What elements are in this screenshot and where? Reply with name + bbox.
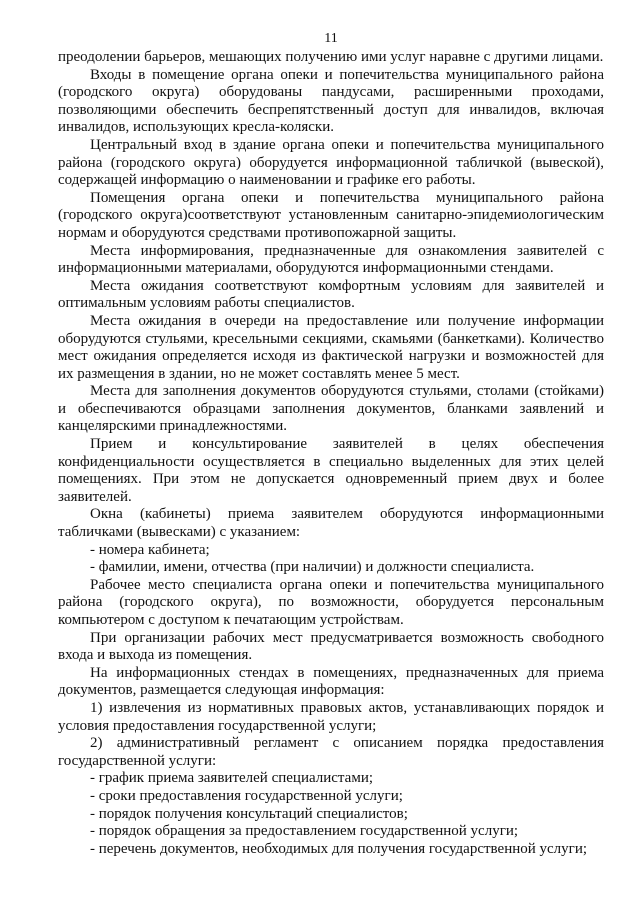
numbered-item: 1) извлечения из нормативных правовых актов, устанавливающих порядок и условия предоставления государственной услуги; (58, 699, 604, 734)
list-item: - фамилии, имени, отчества (при наличии) и должности специалиста. (90, 559, 535, 576)
list-item: - перечень документов, необходимых для получения государственной услуги; (90, 840, 588, 857)
list-item: - график приема заявителей специалистами; (90, 770, 374, 787)
page-number: 11 (324, 31, 338, 46)
list-item: - порядок получения консультаций специалистов; (90, 805, 408, 822)
paragraph: Места для заполнения документов оборудуются стульями, столами (стойками) и обеспечиваются образцами заполнения документов, бланками заявлений и канцелярскими принадлежностями. (58, 383, 604, 435)
paragraph: Места информирования, предназначенные для ознакомления заявителей с информационными материалами, оборудуются информационными стендами. (58, 242, 604, 277)
list-item: - сроки предоставления государственной услуги; (90, 787, 403, 804)
paragraph: Окна (кабинеты) приема заявителем оборудуются информационными табличками (вывесками) с указанием: (58, 506, 604, 541)
list-item: - порядок обращения за предоставлением государственной услуги; (90, 823, 519, 840)
paragraph: преодолении барьеров, мешающих получению ими услуг наравне с другими лицами. (58, 49, 604, 65)
paragraph: Места ожидания в очереди на предоставление или получение информации оборудуются стульями, кресельными секциями, скамьями (банкетками). Количество мест ожидания определяется исходя из фактической нагрузки и возможностей для их размещения в здании, но не может составлять менее 5 мест. (58, 312, 604, 382)
paragraph: Рабочее место специалиста органа опеки и попечительства муниципального района (городского округа), по возможности, оборудуется персональным компьютером с доступом к печатающим устройствам. (58, 576, 604, 628)
paragraph: При организации рабочих мест предусматривается возможность свободного входа и выхода из помещения. (58, 629, 604, 664)
list-item: - номера кабинета; (90, 541, 210, 558)
paragraph: Входы в помещение органа опеки и попечительства муниципального района (городского округа) оборудованы пандусами, расширенными проходами, позволяющими обеспечить беспрепятственный доступ для инвалидов, включая инвалидов, использующих кресла-коляски. (58, 66, 604, 136)
paragraph: На информационных стендах в помещениях, предназначенных для приема документов, размещается следующая информация: (58, 664, 604, 699)
paragraph: Прием и консультирование заявителей в целях обеспечения конфиденциальности осуществляется в специально выделенных для этих целей помещениях. При этом не допускается одновременный прием двух и более заявителей. (58, 436, 604, 505)
paragraph: Помещения органа опеки и попечительства муниципального района (городского округа)соответствуют установленным санитарно-эпидемиологическим нормам и оборудуются средствами противопожарной защиты. (58, 189, 604, 241)
document-page (58, 30, 604, 858)
numbered-item: 2) административный регламент с описанием порядка предоставления государственной услуги: (58, 735, 604, 769)
paragraph: Места ожидания соответствуют комфортным условиям для заявителей и оптимальным условиям работы специалистов. (58, 277, 604, 312)
paragraph: Центральный вход в здание органа опеки и попечительства муниципального района (городского округа) оборудуется информационной табличкой (вывеской), содержащей информацию о наименовании и графике его работы. (58, 136, 604, 189)
